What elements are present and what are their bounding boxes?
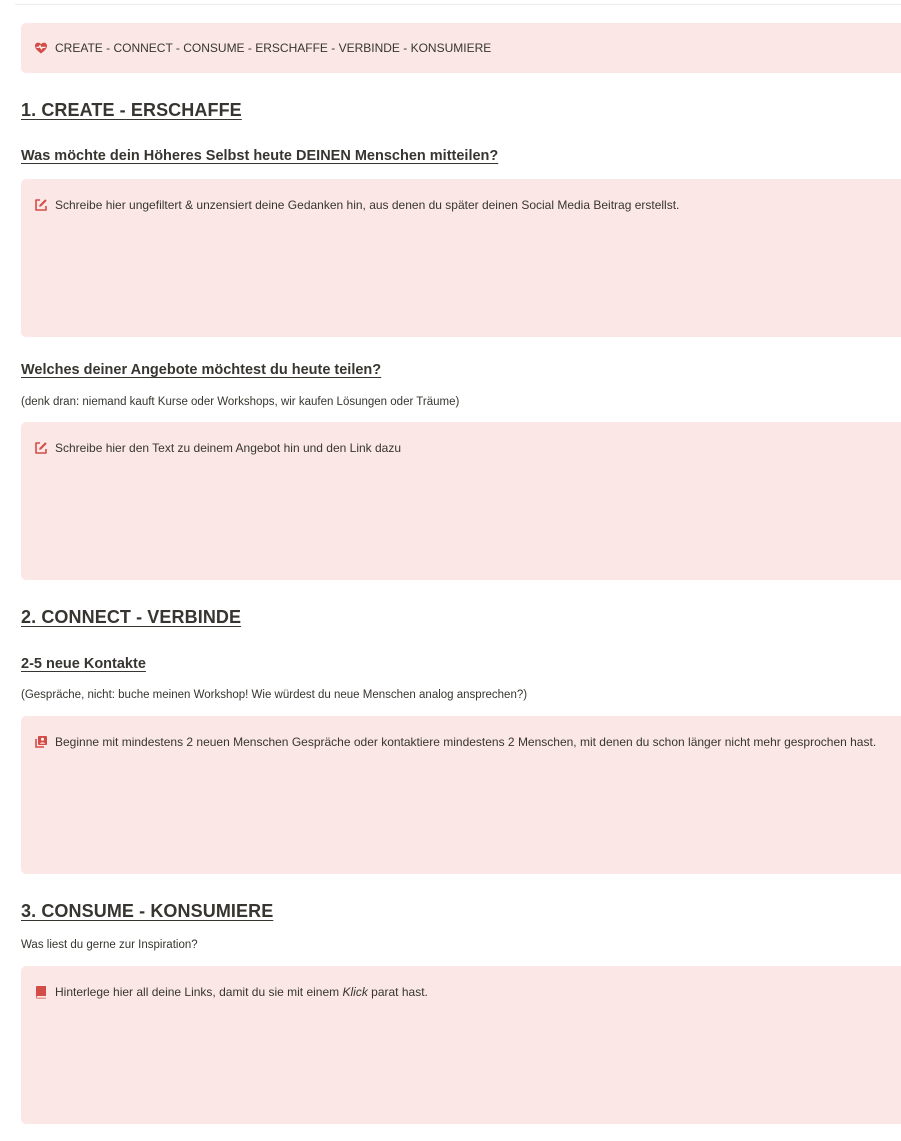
- question2-note: (denk dran: niemand kauft Kurse oder Workshops, wir kaufen Lösungen oder Träume): [21, 396, 460, 408]
- top-divider: [15, 4, 901, 5]
- links-callout-emphasis: Klick: [342, 985, 368, 999]
- heart-pulse-icon: [33, 40, 48, 55]
- question1-heading: Was möchte dein Höheres Selbst heute DEINEN Menschen mitteilen?: [21, 148, 499, 164]
- section3-heading: 3. CONSUME - KONSUMIERE: [21, 901, 274, 921]
- links-callout[interactable]: [21, 966, 901, 1124]
- contacts-callout-text: Beginne mit mindestens 2 neuen Menschen Gespräche oder kontaktiere mindestens 2 Menschen, mit denen du schon länger nicht mehr gesprochen hast.: [55, 735, 877, 749]
- question1-callout[interactable]: [21, 179, 901, 337]
- section1-heading: 1. CREATE - ERSCHAFFE: [21, 100, 242, 120]
- question1-callout-text: Schreibe hier ungefiltert & unzensiert deine Gedanken hin, aus denen du später deinen Social Media Beitrag erstellst.: [55, 198, 680, 212]
- edit-icon: [33, 197, 48, 212]
- links-callout-text: Hinterlege hier all deine Links, damit du sie mit einem Klick parat hast.: [55, 985, 428, 999]
- contacts-icon: [33, 734, 48, 749]
- contacts-note: (Gespräche, nicht: buche meinen Workshop! Wie würdest du neue Menschen analog ansprechen?): [21, 689, 528, 701]
- question2-callout[interactable]: [21, 422, 901, 580]
- banner-text: CREATE - CONNECT - CONSUME - ERSCHAFFE - VERBINDE - KONSUMIERE: [55, 41, 492, 55]
- question2-heading: Welches deiner Angebote möchtest du heute teilen?: [21, 362, 382, 378]
- contacts-heading: 2-5 neue Kontakte: [21, 656, 146, 672]
- book-icon: [33, 984, 48, 999]
- section2-heading: 2. CONNECT - VERBINDE: [21, 607, 242, 627]
- edit-icon: [33, 440, 48, 455]
- contacts-callout[interactable]: [21, 716, 901, 874]
- section3-note: Was liest du gerne zur Inspiration?: [21, 939, 198, 951]
- question2-callout-text: Schreibe hier den Text zu deinem Angebot hin und den Link dazu: [55, 441, 402, 455]
- banner-callout[interactable]: [21, 23, 901, 73]
